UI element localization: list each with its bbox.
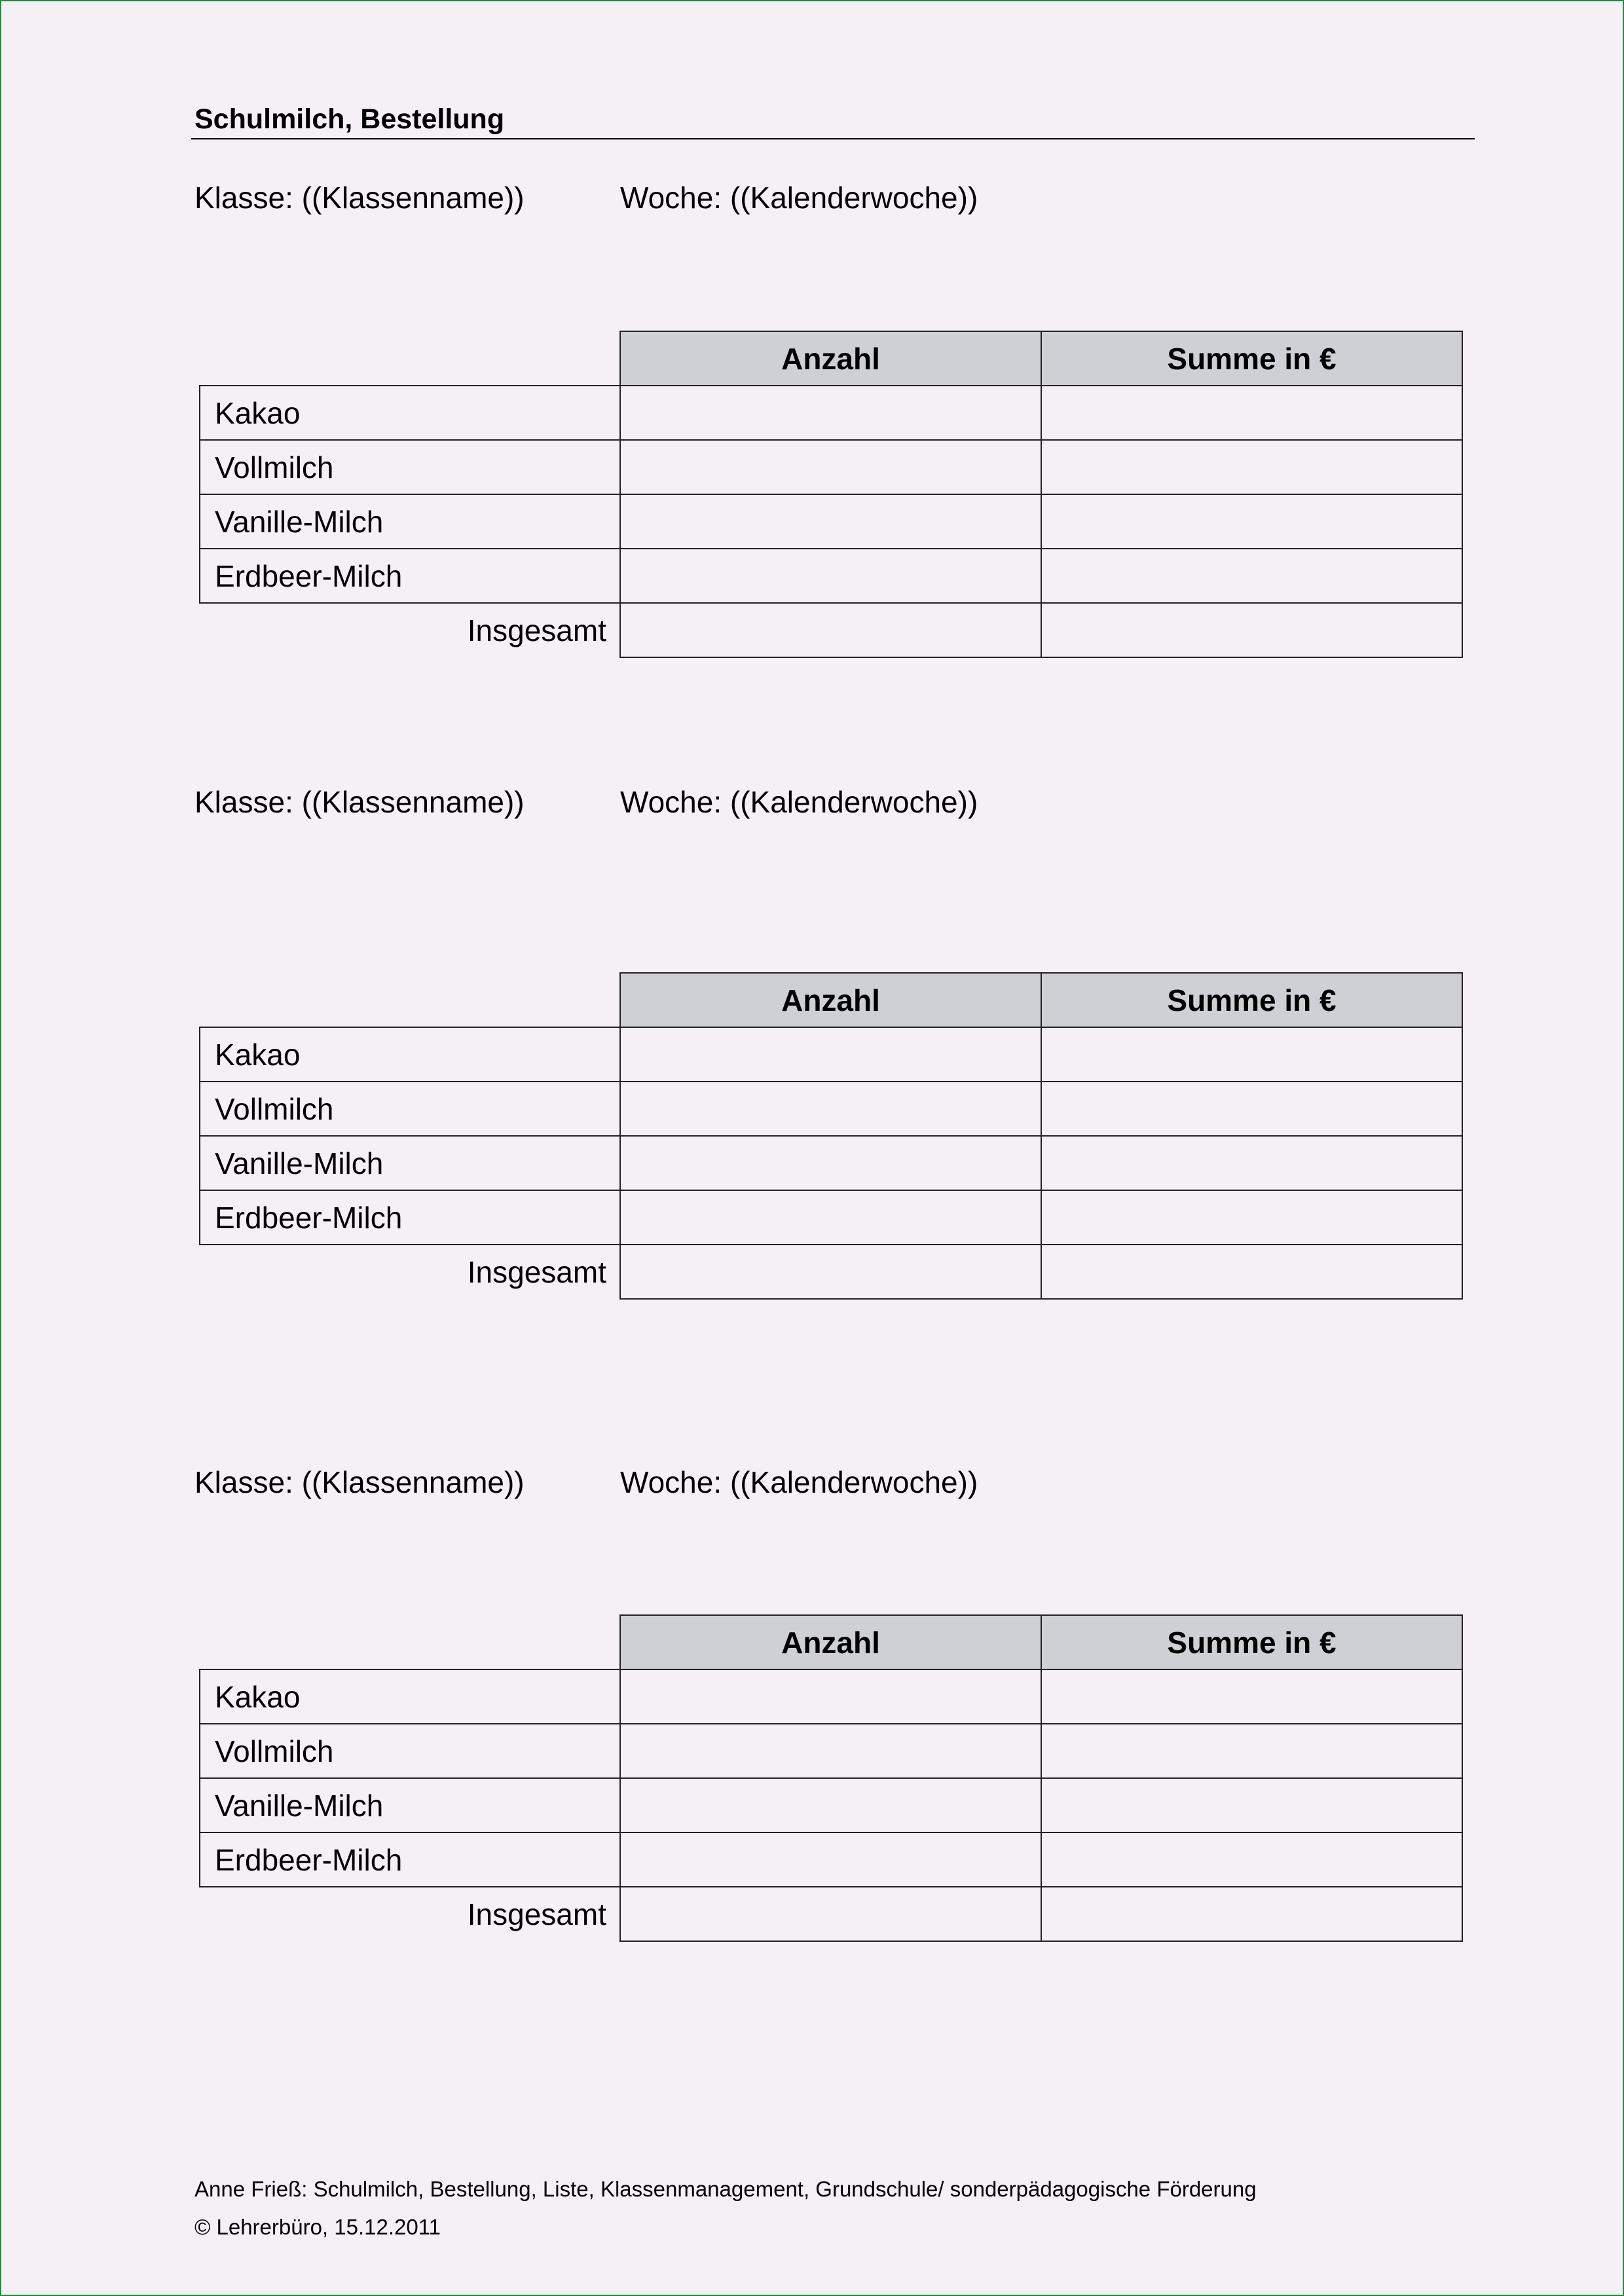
sum-cell[interactable] xyxy=(1041,1136,1462,1190)
week-label: Woche: ((Kalenderwoche)) xyxy=(620,785,978,819)
total-label: Insgesamt xyxy=(200,1245,620,1299)
sum-cell[interactable] xyxy=(1041,1190,1462,1245)
class-label: Klasse: ((Klassenname)) xyxy=(194,181,525,215)
item-label: Vanille-Milch xyxy=(200,1778,620,1832)
footer-copyright: © Lehrerbüro, 15.12.2011 xyxy=(194,2215,441,2239)
item-label: Kakao xyxy=(200,1027,620,1082)
sum-cell[interactable] xyxy=(1041,494,1462,549)
count-cell[interactable] xyxy=(620,1190,1041,1245)
count-cell[interactable] xyxy=(620,494,1041,549)
sum-cell[interactable] xyxy=(1041,1724,1462,1778)
table-row xyxy=(200,1027,1462,1082)
title-divider xyxy=(191,138,1475,139)
total-label: Insgesamt xyxy=(200,603,620,657)
item-label: Erdbeer-Milch xyxy=(200,1190,620,1245)
table-row xyxy=(200,549,1462,603)
header-sum: Summe in € xyxy=(1041,331,1462,386)
item-label: Kakao xyxy=(200,386,620,440)
total-count-cell[interactable] xyxy=(620,1245,1041,1299)
table-row xyxy=(200,440,1462,494)
sum-cell[interactable] xyxy=(1041,1669,1462,1724)
item-label: Erdbeer-Milch xyxy=(200,1832,620,1887)
total-count-cell[interactable] xyxy=(620,1887,1041,1941)
sum-cell[interactable] xyxy=(1041,386,1462,440)
count-cell[interactable] xyxy=(620,1669,1041,1724)
sum-cell[interactable] xyxy=(1041,1027,1462,1082)
item-label: Kakao xyxy=(200,1669,620,1724)
item-label: Vollmilch xyxy=(200,440,620,494)
total-count-cell[interactable] xyxy=(620,603,1041,657)
item-label: Vollmilch xyxy=(200,1082,620,1136)
table-row xyxy=(200,1082,1462,1136)
total-label: Insgesamt xyxy=(200,1887,620,1941)
table-row xyxy=(200,1724,1462,1778)
week-label: Woche: ((Kalenderwoche)) xyxy=(620,181,978,215)
item-label: Vollmilch xyxy=(200,1724,620,1778)
order-table xyxy=(199,1614,1463,1942)
table-row xyxy=(200,1669,1462,1724)
count-cell[interactable] xyxy=(620,549,1041,603)
table-row xyxy=(200,1778,1462,1832)
table-row xyxy=(200,1832,1462,1887)
page-title: Schulmilch, Bestellung xyxy=(194,103,505,135)
total-sum-cell[interactable] xyxy=(1041,1245,1462,1299)
footer-credits: Anne Frieß: Schulmilch, Bestellung, Liste, Klassenmanagement, Grundschule/ sonderpädagogische Förderung xyxy=(194,2177,1257,2201)
table-row-total xyxy=(200,603,1462,657)
header-count: Anzahl xyxy=(620,973,1041,1027)
order-table xyxy=(199,331,1463,658)
total-sum-cell[interactable] xyxy=(1041,1887,1462,1941)
table-row xyxy=(200,1136,1462,1190)
item-label: Vanille-Milch xyxy=(200,494,620,549)
count-cell[interactable] xyxy=(620,1136,1041,1190)
sum-cell[interactable] xyxy=(1041,1082,1462,1136)
count-cell[interactable] xyxy=(620,440,1041,494)
sum-cell[interactable] xyxy=(1041,1832,1462,1887)
table-row xyxy=(200,386,1462,440)
table-row xyxy=(200,1190,1462,1245)
order-table xyxy=(199,972,1463,1300)
count-cell[interactable] xyxy=(620,1082,1041,1136)
sum-cell[interactable] xyxy=(1041,1778,1462,1832)
header-count: Anzahl xyxy=(620,331,1041,386)
item-label: Erdbeer-Milch xyxy=(200,549,620,603)
table-row-total xyxy=(200,1245,1462,1299)
class-label: Klasse: ((Klassenname)) xyxy=(194,1465,525,1499)
class-label: Klasse: ((Klassenname)) xyxy=(194,785,525,819)
count-cell[interactable] xyxy=(620,386,1041,440)
header-sum: Summe in € xyxy=(1041,1615,1462,1669)
count-cell[interactable] xyxy=(620,1832,1041,1887)
week-label: Woche: ((Kalenderwoche)) xyxy=(620,1465,978,1499)
item-label: Vanille-Milch xyxy=(200,1136,620,1190)
table-row xyxy=(200,494,1462,549)
sum-cell[interactable] xyxy=(1041,440,1462,494)
count-cell[interactable] xyxy=(620,1724,1041,1778)
count-cell[interactable] xyxy=(620,1778,1041,1832)
header-sum: Summe in € xyxy=(1041,973,1462,1027)
empty-corner xyxy=(200,973,620,1027)
sum-cell[interactable] xyxy=(1041,549,1462,603)
count-cell[interactable] xyxy=(620,1027,1041,1082)
total-sum-cell[interactable] xyxy=(1041,603,1462,657)
empty-corner xyxy=(200,1615,620,1669)
header-count: Anzahl xyxy=(620,1615,1041,1669)
table-row-total xyxy=(200,1887,1462,1941)
empty-corner xyxy=(200,331,620,386)
